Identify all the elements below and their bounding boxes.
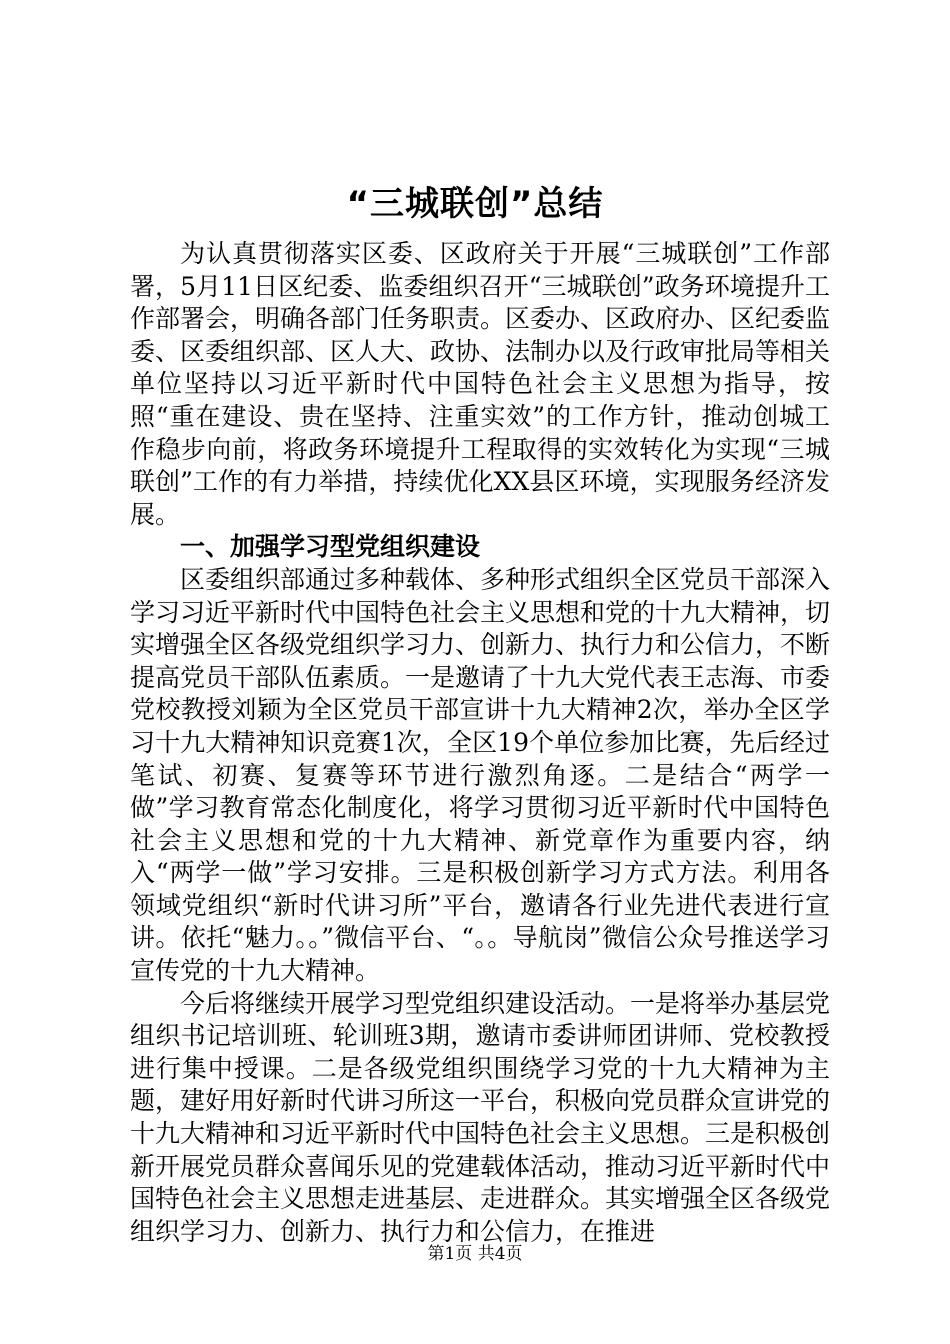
section-heading: 一、加强学习型党组织建设 [180,532,481,562]
page-footer: 第1页 共4页 [427,1244,523,1264]
document-body [130,238,830,1248]
intro-paragraph: 为认真贯彻落实区委、区政府关于开展“三城联创”工作部署，5月11日区纪委、监委组织召开“三城联创”政务环境提升工作部署会，明确各部门任务职责。区委办、区政府办、区纪委监委、区委组织部、区人大、政协、法制办以及行政审批局等相关单位坚持以习近平新时代中国特色社会主义思想为指导，按照“重在建设、贵在坚持、注重实效”的工作方针，推动创城工作稳步向前，将政务环境提升工程取得的实效转化为实现“三城联创”工作的有力举措，持续优化XX县区环境，实现服务经济发展。 [130,239,831,529]
body-paragraph: 区委组织部通过多种载体、多种形式组织全区党员干部深入学习习近平新时代中国特色社会主义思想和党的十九大精神，切实增强全区各级党组织学习力、创新力、执行力和公信力，不断提高党员干部队伍素质。一是邀请了十九大党代表王志海、市委党校教授刘颖为全区党员干部宣讲十九大精神2次，举办全区学习十九大精神知识竞赛1次，全区19个单位参加比赛，先后经过笔试、初赛、复赛等环节进行激烈角逐。二是结合“两学一做”学习教育常态化制度化，将学习贯彻习近平新时代中国特色社会主义思想和党的十九大精神、新党章作为重要内容，纳入“两学一做”学习安排。三是积极创新学习方式方法。利用各领域党组织“新时代讲习所”平台，邀请各行业先进代表进行宣讲。依托“魅力。。”微信平台、“。。导航岗”微信公众号推送学习宣传党的十九大精神。 [130,564,831,986]
body-paragraph: 今后将继续开展学习型党组织建设活动。一是将举办基层党组织书记培训班、轮训班3期，邀请市委讲师团讲师、党校教授进行集中授课。二是各级党组织围绕学习党的十九大精神为主题，建好用好新时代讲习所这一平台，积极向党员群众宣讲党的十九大精神和习近平新时代中国特色社会主义思想。三是积极创新开展党员群众喜闻乐见的党建载体活动，推动习近平新时代中国特色社会主义思想走进基层、走进群众。其实增强全区各级党组织学习力、创新力、执行力和公信力，在推进 [130,988,831,1246]
document-title: “三城联创”总结 [346,184,604,224]
